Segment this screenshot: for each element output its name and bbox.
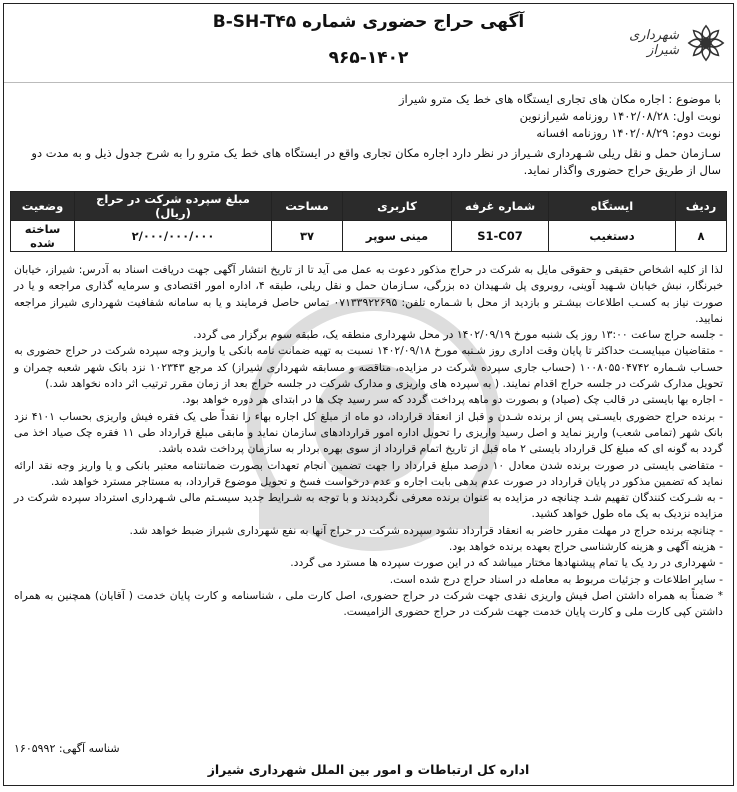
ad-title: آگهی حراج حضوری شماره B-SH-T۴۵ xyxy=(212,12,525,32)
intro-description: سـازمان حمل و نقل ریلی شـهرداری شـیراز در نظر دارد اجاره مکان تجاری واقع در ایستگاه های خط یک مترو را به شرح جدول ذیل و به مدت دو سال از طریق حراج حضوری واگذار نماید. xyxy=(31,146,721,177)
cell-status: ساخته شده xyxy=(11,221,75,252)
col-header-booth-number: شماره غرفه xyxy=(452,192,549,221)
table-row xyxy=(11,221,727,252)
conditions-paragraph: - متقاضیان میبایسـت حداکثر تا پایان وقت اداری روز شـنبه مورخ ۱۴۰۲/۰۹/۱۸ نسبت به تهیه ضمانت نامه بانکی یا واریز وجه سپرده شرکت در حراج حضوری به حسـاب شـماره ۱۰۰۸۰۵۵۰۴۷۴۲ (حساب جاری سپرده شرکت در مزایده، مناقصه و مسابقه شهرداری شیراز) کد مرجع ۱۰۲۳۴۳ نزد بانک شهر شعبه چمران و تحویل مدارک شرکت در جلسه حراج اقدام نمایند. ( به سپرده های واریزی و مدارک شرکت در جلسه حراج بعد از زمان مقرر ترتیب اثر داده نخواهد شد.) xyxy=(14,344,723,391)
cell-usage: مینی سوپر xyxy=(343,221,452,252)
ad-header xyxy=(4,4,733,83)
col-header-deposit: مبلغ سپرده شرکت در حراج (ریال) xyxy=(75,192,272,221)
col-header-status: وضعیت xyxy=(11,192,75,221)
conditions-paragraph: - سایر اطلاعات و جزئیات مربوط به معامله در اسناد حراج درج شده است. xyxy=(389,572,723,586)
conditions-paragraph: - متقاضی بایستی در صورت برنده شدن معادل ۱۰ درصد مبلغ قرارداد را جهت تضمین انجام تعهدات بصورت ضمانتنامه معتبر بانکی و یا واریز وجه نقد ارائه نماید که تضمین مذکور در پایان قرارداد در صورت عدم بدهی بابت اجاره و عدم درخواست فسخ و تحویل موضوع قرارداد، به مستاجر مسترد خواهد شد. xyxy=(14,458,723,488)
ad-page xyxy=(3,3,734,786)
conditions-paragraph: - اجاره بها بایستی در قالب چک (صیاد) و بصورت دو ماهه پرداخت گردد که سر رسید چک ها در ابتدای هر دوره خواهد بود. xyxy=(182,393,723,407)
cell-booth-number: S1-C07 xyxy=(452,221,549,252)
col-header-area: مساحت xyxy=(272,192,343,221)
intro-section xyxy=(4,83,733,179)
col-header-row-number: ردیف xyxy=(676,192,727,221)
cell-station: دستغیب xyxy=(549,221,676,252)
conditions-paragraph: - چنانچه برنده حراج در مهلت مقرر حاضر به انعقاد قرارداد نشود سپرده شرکت در حراج آنها به نفع شهرداری شیراز ضبط خواهد شد. xyxy=(129,523,723,537)
col-header-station: ایستگاه xyxy=(549,192,676,221)
conditions-paragraph: لذا از کلیه اشخاص حقیقی و حقوقی مایل به شرکت در حراج مذکور دعوت به عمل می آید تا از تاریخ انتشار آگهی جهت دریافت اسناد به آدرس: شیراز، خیابان خبرنگار، نبش خیابان شـهید آوینی، روبروی پل شـهیدان ده بزرگی، سـازمان حمل و نقل ریلی، طبقه ۴، اداره امور اقتصادی و سرمایه گذاری مراجعه و یا در صورت نیاز به کسـب اطلاعات بیشـتر و بازدید از محل با شـماره تلفن: ۰۷۱۳۳۹۲۲۶۹۵ تماس حاصل فرمایند و یا به سامانه شفافیت شهرداری شیراز مراجعه نمایید. xyxy=(14,263,723,325)
conditions-section xyxy=(4,258,733,621)
logo-text: شهرداری شیراز xyxy=(629,28,679,58)
table-header-row xyxy=(11,192,727,221)
second-turn-line: نوبت دوم: ۱۴۰۲/۰۸/۲۹ روزنامه افسانه xyxy=(536,126,721,140)
signature: اداره کل ارتباطات و امور بین الملل شهرداری شیراز xyxy=(207,762,530,777)
conditions-paragraph: - شهرداری در رد یک یا تمام پیشنهادها مختار میباشد که در این صورت سپرده ها مسترد می گردد. xyxy=(290,556,723,570)
cell-deposit: ۲/۰۰۰/۰۰۰/۰۰۰ xyxy=(75,221,272,252)
cell-row-number: ۸ xyxy=(676,221,727,252)
ad-code: شناسه آگهی: ۱۶۰۵۹۹۲ xyxy=(14,742,120,755)
subject-line: با موضوع : اجاره مکان های تجاری ایستگاه های خط یک مترو شیراز xyxy=(398,92,721,106)
cell-area: ۳۷ xyxy=(272,221,343,252)
ad-number: ۹۶۵-۱۴۰۲ xyxy=(328,48,409,68)
first-turn-line: نوبت اول: ۱۴۰۲/۰۸/۲۸ روزنامه شیرازنوین xyxy=(519,109,721,123)
conditions-paragraph: - به شـرکت کنندگان تفهیم شـد چنانچه در مزایده به عنوان برنده معرفی نگردیدند و با توجه به شـرایط جدید سیسـتم مالی شـهرداری استرداد سپرده شرکت در مزایده نزدیک به یک ماه طول خواهد کشید. xyxy=(14,491,723,521)
conditions-paragraph: - هزینه آگهی و هزینه کارشناسی حراج بعهده برنده خواهد بود. xyxy=(448,540,723,554)
conditions-note: * ضمناً به همراه داشتن اصل فیش واریزی نقدی جهت شرکت در حراج حضوری، اصل کارت ملی ، شناسنامه و کارت پایان خدمت ( آقایان) همچنین به همراه داشتن کپی کارت ملی و کارت پایان خدمت جهت شرکت در حراج حضوری الزامیست. xyxy=(14,588,723,619)
conditions-paragraph: - برنده حراج حضوری بایسـتی پس از برنده شـدن و قبل از انعقاد قرارداد، دو ماه از مبلغ کل اجاره بهاء را نقداً طی یک فقره فیش واریزی بحساب ۴۱۰۱ نزد بانک شهر (تمامی شعب) واریز نماید و اصل رسید واریزی را تحویل اداره امور قراردادهای سازمان نماید و مابقی مبلغ قرارداد طی ۱۱ فقره چک صیاد اخذ می گردد به گونه ای که مبلغ کل قرارداد بایستی ۲ ماه قبل از تاریخ اتمام قرارداد از سوی بهره بردار به سازمان پرداخت شده باشد. xyxy=(14,409,724,456)
conditions-paragraph: - جلسه حراج ساعت ۱۳:۰۰ روز یک شنبه مورخ ۱۴۰۲/۰۹/۱۹ در محل شهرداری منطقه یک، طبقه سوم برگزار می گردد. xyxy=(193,328,723,342)
auction-table xyxy=(10,191,727,252)
col-header-usage: کاربری xyxy=(343,192,452,221)
